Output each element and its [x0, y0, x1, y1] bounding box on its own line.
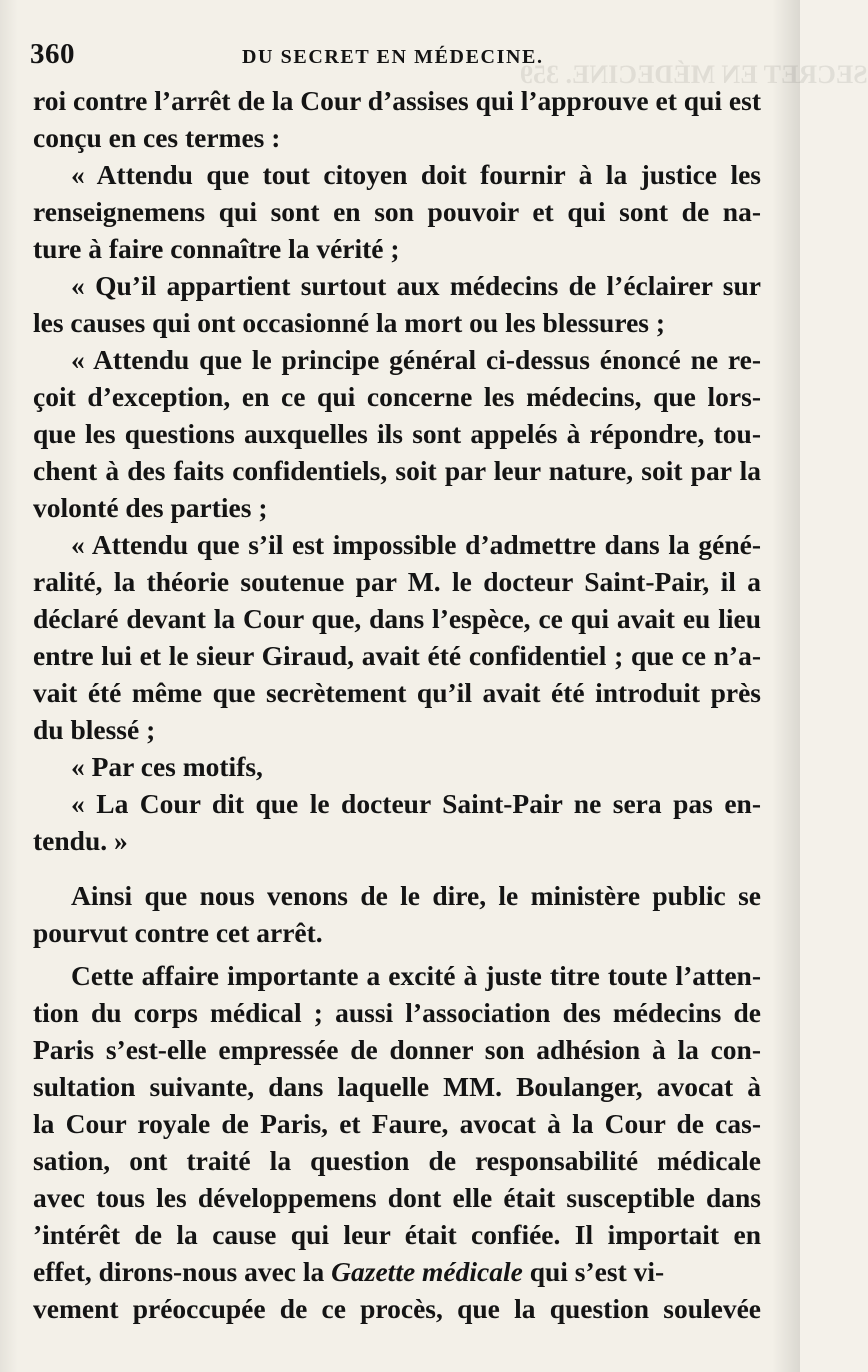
text-line: sation, ont traité la question de responsabilité médicale: [33, 1145, 761, 1176]
text-line: ralité, la théorie soutenue par M. le docteur Saint-Pair, il a: [33, 566, 761, 597]
page-body-text: [33, 82, 761, 1327]
text-line: « Par ces motifs,: [71, 751, 263, 782]
page-header: [30, 38, 770, 78]
text-line: ture à faire connaître la vérité ;: [33, 233, 400, 264]
show-through-text: SECRET EN MÉDECINE. 359: [520, 60, 868, 89]
text-line: tendu. »: [33, 825, 128, 856]
text-line: sultation suivante, dans laquelle MM. Boulanger, avocat à: [33, 1071, 761, 1102]
text-line: pourvut contre cet arrêt.: [33, 917, 323, 948]
text-line: vement préoccupée de ce procès, que la question soulevée: [33, 1293, 761, 1324]
text-line: chent à des faits confidentiels, soit par leur nature, soit par la: [33, 455, 761, 486]
text-line: conçu en ces termes :: [33, 122, 281, 153]
text-line: « Qu’il appartient surtout aux médecins de l’éclairer sur: [71, 270, 761, 301]
text-line: tion du corps médical ; aussi l’association des médecins de: [33, 997, 761, 1028]
text-line: « La Cour dit que le docteur Saint-Pair ne sera pas en-: [71, 788, 761, 819]
text-line: déclaré devant la Cour que, dans l’espèce, ce qui avait eu lieu: [33, 603, 761, 634]
text-line: « Attendu que s’il est impossible d’admettre dans la géné-: [71, 529, 761, 560]
text-line: les causes qui ont occasionné la mort ou les blessures ;: [33, 307, 666, 338]
text-line: Cette affaire importante a excité à juste titre toute l’atten-: [71, 960, 761, 991]
text-line: [33, 1253, 761, 1290]
text-fragment: qui s’est vi-: [522, 1256, 665, 1287]
text-line: entre lui et le sieur Giraud, avait été confidentiel ; que ce n’a-: [33, 640, 761, 671]
text-line: « Attendu que le principe général ci-dessus énoncé ne re-: [71, 344, 761, 375]
text-line: volonté des parties ;: [33, 492, 268, 523]
text-line: roi contre l’arrêt de la Cour d’assises qui l’approuve et qui est: [33, 85, 761, 116]
text-line: que les questions auxquelles ils sont appelés à répondre, tou-: [33, 418, 761, 449]
text-fragment: effet, dirons-nous avec la: [33, 1256, 332, 1287]
text-line: çoit d’exception, en ce qui concerne les médecins, que lors-: [33, 381, 761, 412]
paragraph-gap: [33, 859, 761, 877]
text-line: ’intérêt de la cause qui leur était confiée. Il importait en: [33, 1219, 761, 1250]
page-number: 360: [30, 38, 75, 70]
text-line: « Attendu que tout citoyen doit fournir à la justice les: [71, 159, 761, 190]
text-line: du blessé ;: [33, 714, 156, 745]
text-line: Paris s’est-elle empressée de donner son adhésion à la con-: [33, 1034, 761, 1065]
text-line: Ainsi que nous venons de le dire, le ministère public se: [71, 880, 761, 911]
text-line: renseignemens qui sont en son pouvoir et qui sont de na-: [33, 196, 761, 227]
text-line: vait été même que secrètement qu’il avait été introduit près: [33, 677, 761, 708]
running-title: DU SECRET EN MÉDECINE.: [242, 46, 544, 68]
text-line: la Cour royale de Paris, et Faure, avocat à la Cour de cas-: [33, 1108, 761, 1139]
text-line: avec tous les développemens dont elle était susceptible dans: [33, 1182, 761, 1213]
journal-title: Gazette médicale: [331, 1256, 523, 1287]
